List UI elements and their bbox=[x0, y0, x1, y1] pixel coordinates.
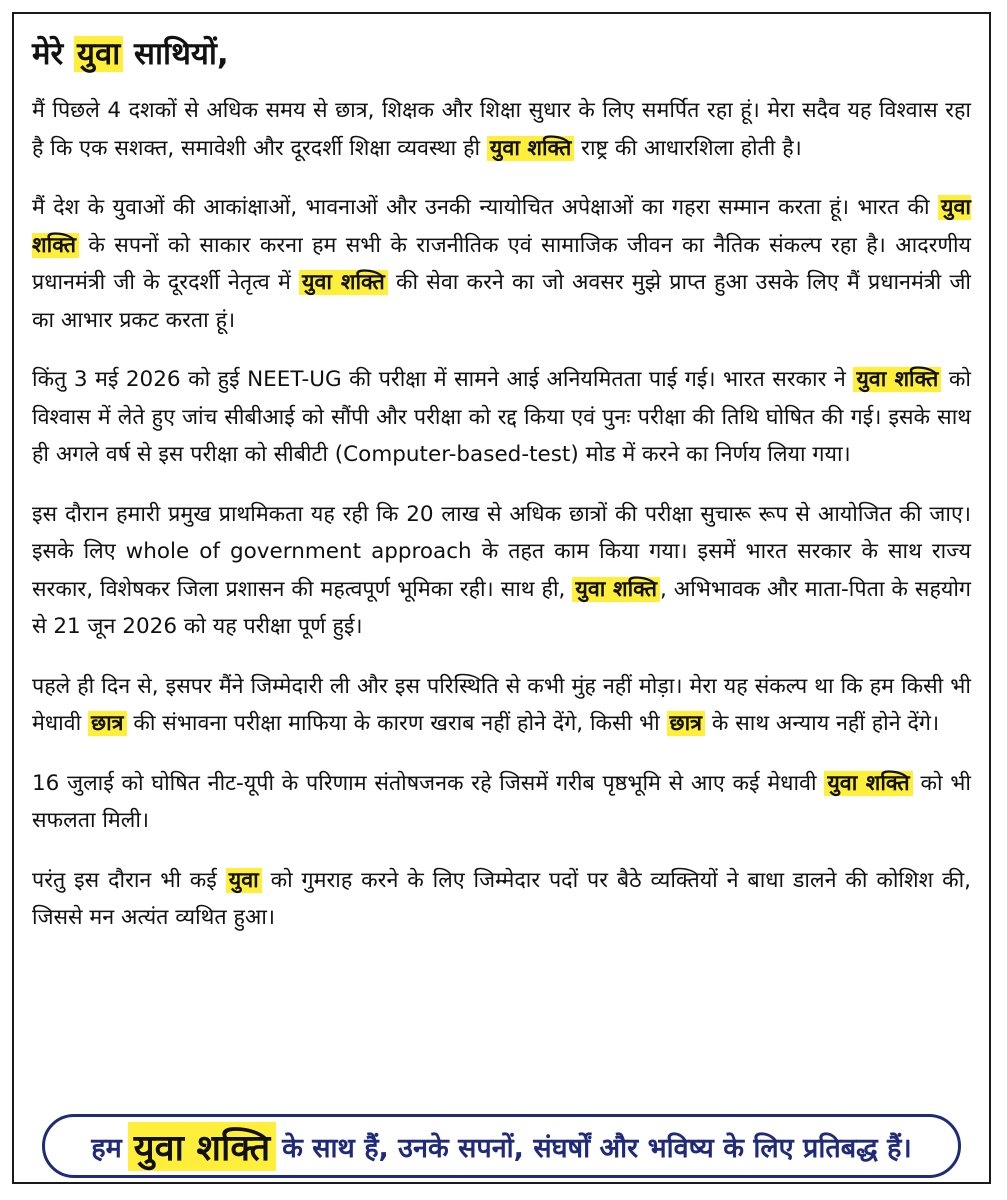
letter-body bbox=[32, 32, 971, 959]
p7-highlight: युवा bbox=[226, 868, 262, 893]
p3-text-a: किंतु 3 मई 2026 को हुई NEET-UG की परीक्षा में सामने आई अनियमितता पाई गई। भारत सरकार ने bbox=[32, 367, 854, 392]
p2-text-c: की सेवा करने का जो अवसर मुझे प्राप्त हुआ उसके लिए मैं प्रधानमंत्री जी का आभार प्रकट करता हूं। bbox=[32, 270, 971, 333]
p5-highlight-2: छात्र bbox=[667, 711, 706, 736]
greeting-heading bbox=[32, 32, 971, 76]
p6-text-a: 16 जुलाई को घोषित नीट-यूपी के परिणाम संतोषजनक रहे जिसमें गरीब पृष्ठभूमि से आए कई मेधावी bbox=[32, 770, 825, 796]
p1-text-a: मैं पिछले 4 दशकों से अधिक समय से छात्र, शिक्षक और शिक्षा सुधार के लिए समर्पित रहा हूं। मेरा सदैव यह विश्वास रहा है कि एक सशक्त, समावेशी और दूरदर्शी शिक्षा व्यवस्था ही bbox=[32, 98, 971, 161]
p2-text-b: के सपनों को साकार करना हम सभी के राजनीतिक एवं सामाजिक जीवन का नैतिक संकल्प रहा है। आदरणीय प्रधानमंत्री जी के दूरदर्शी नेतृत्व में bbox=[32, 232, 971, 295]
p1-highlight: युवा शक्ति bbox=[487, 136, 574, 161]
p7-text-a: परंतु इस दौरान भी कई bbox=[32, 867, 226, 893]
paragraph-3 bbox=[32, 361, 971, 474]
p4-highlight: युवा शक्ति bbox=[572, 577, 660, 602]
slogan-post: के साथ हैं, उनके सपनों, संघर्षों और भविष्य के लिए प्रतिबद्ध हैं। bbox=[282, 1132, 912, 1164]
slogan-highlight: युवा शक्ति bbox=[128, 1122, 276, 1171]
p5-text-a: पहले ही दिन से, इसपर मैंने जिम्मेदारी ली और इस परिस्थिति से कभी मुंह नहीं मोड़ा। मेरा यह संकल्प था कि हम किसी भी मेधावी bbox=[32, 673, 971, 736]
paragraph-7 bbox=[32, 862, 971, 937]
p7-text-b: को गुमराह करने के लिए जिम्मेदार पदों पर बैठे व्यक्तियों ने बाधा डालने की कोशिश की, जिससे मन अत्यंत व्यथित हुआ। bbox=[32, 867, 971, 930]
p5-text-c: के साथ अन्याय नहीं होने देंगे। bbox=[705, 711, 940, 736]
p3-text-b: को विश्वास में लेते हुए जांच सीबीआई को सौंपी और परीक्षा को रद्द किया एवं पुनः परीक्षा की तिथि घोषित की गई। इसके साथ ही अगले वर्ष से इस परीक्षा को सीबीटी (Computer-based-test) मोड में करने का निर्णय लिया गया। bbox=[32, 367, 971, 467]
p3-highlight: युवा शक्ति bbox=[853, 367, 941, 392]
paragraph-6 bbox=[32, 765, 971, 840]
paragraph-5 bbox=[32, 668, 971, 743]
greeting-post: साथियों, bbox=[123, 36, 229, 72]
greeting-highlight: युवा bbox=[74, 36, 123, 72]
p4-text-a: इस दौरान हमारी प्रमुख प्राथमिकता यह रही कि 20 लाख से अधिक छात्रों की परीक्षा सुचारू रूप से आयोजित की जाए। इसके लिए whole of government approach के तहत काम किया गया। इसमें भारत सरकार के साथ राज्य सरकार, विशेषकर जिला प्रशासन की महत्वपूर्ण भूमिका रही। साथ ही, bbox=[32, 501, 971, 602]
p2-text-a: मैं देश के युवाओं की आकांक्षाओं, भावनाओं और उनकी न्यायोचित अपेक्षाओं का गहरा सम्मान करता हूं। भारत की bbox=[32, 195, 938, 220]
p2-highlight-2: युवा शक्ति bbox=[299, 270, 388, 295]
slogan-banner bbox=[42, 1114, 961, 1178]
p4-text-b: , अभिभावक और माता-पिता के सहयोग से 21 जून 2026 को यह परीक्षा पूर्ण हुई। bbox=[32, 576, 971, 639]
p2-highlight-1: युवा शक्ति bbox=[32, 195, 971, 258]
slogan-pre: हम bbox=[91, 1132, 122, 1164]
p6-highlight: युवा शक्ति bbox=[824, 771, 912, 796]
p5-highlight-1: छात्र bbox=[88, 711, 127, 736]
p5-text-b: की संभावना परीक्षा माफिया के कारण खराब नहीं होने देंगे, किसी भी bbox=[126, 711, 667, 736]
letter-frame bbox=[12, 12, 991, 1184]
p6-text-b: को भी सफलता मिली। bbox=[32, 770, 971, 833]
greeting-pre: मेरे bbox=[32, 36, 75, 72]
paragraph-4 bbox=[32, 496, 971, 646]
paragraph-2 bbox=[32, 189, 971, 339]
paragraph-1 bbox=[32, 92, 971, 167]
p1-text-b: राष्ट्र की आधारशिला होती है। bbox=[574, 135, 802, 161]
